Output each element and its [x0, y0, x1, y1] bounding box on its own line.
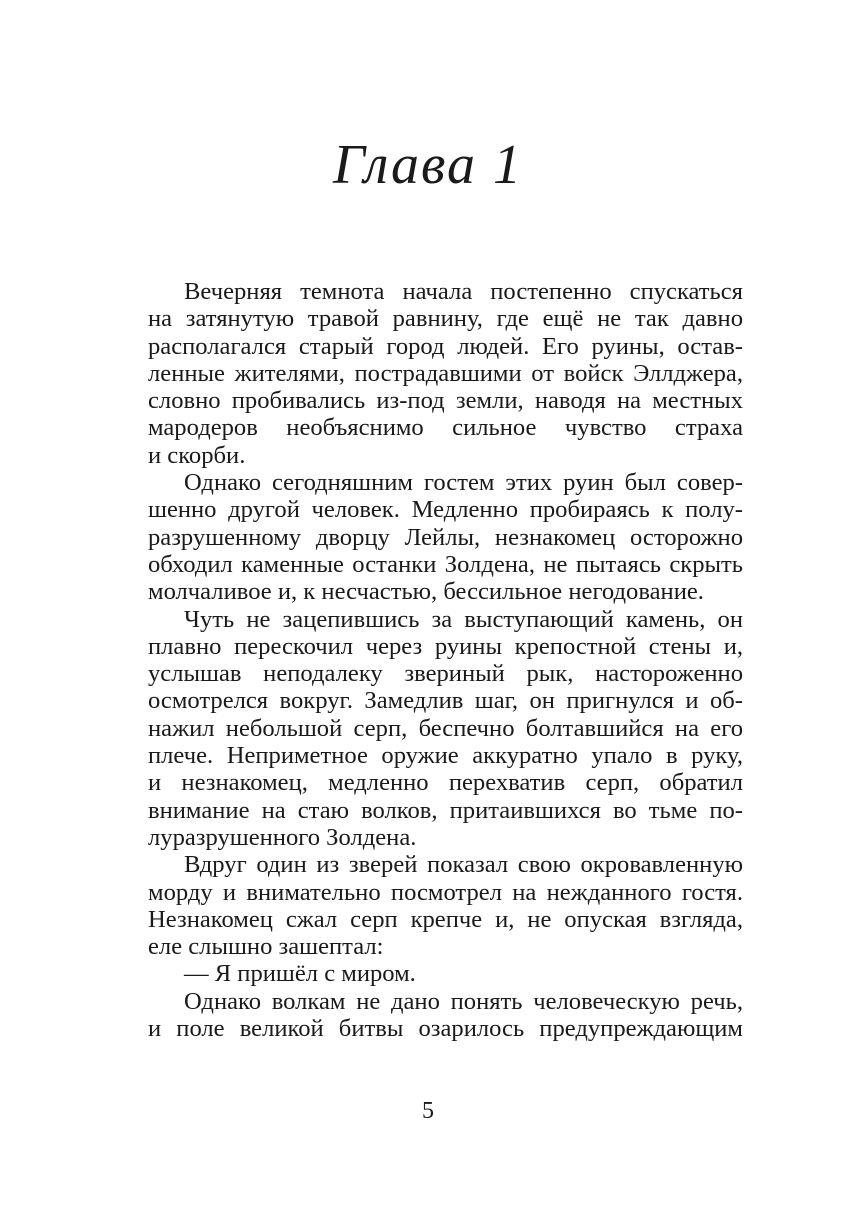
text-line: на затянутую травой равнину, где ещё не так давно: [148, 305, 743, 333]
text-line: молчаливое и, к несчастью, бессильное негодование.: [148, 578, 704, 606]
text-line: обходил каменные останки Золдена, не пытаясь скрыть: [148, 550, 743, 578]
text-line: внимание на стаю волков, притаившихся во тьме по-: [148, 796, 743, 824]
text-line: — Я пришёл с миром.: [184, 960, 416, 988]
body-text: [148, 278, 743, 1042]
text-line: Чуть не зацепившись за выступающий камень, он: [184, 605, 743, 633]
text-line: Однако сегодняшним гостем этих руин был совер-: [184, 469, 743, 497]
text-line: морду и внимательно посмотрел на нежданного гостя.: [148, 878, 743, 906]
text-line: плече. Неприметное оружие аккуратно упало в руку,: [148, 742, 743, 770]
page-number: 5: [422, 1098, 434, 1124]
text-line: и незнакомец, медленно перехватив серп, обратил: [148, 769, 743, 797]
text-line: Однако волкам не дано понять человеческую речь,: [184, 987, 743, 1015]
text-line: Вдруг один из зверей показал свою окровавленную: [184, 851, 743, 879]
text-line: осмотрелся вокруг. Замедлив шаг, он пригнулся и об-: [148, 687, 743, 715]
text-line: шенно другой человек. Медленно пробираясь к полу-: [148, 496, 743, 524]
text-line: луразрушенного Золдена.: [148, 823, 417, 851]
text-line: и поле великой битвы озарилось предупреждающим: [148, 1015, 743, 1043]
text-line: разрушенному дворцу Лейлы, незнакомец осторожно: [148, 523, 743, 551]
text-line: мародеров необъяснимо сильное чувство страха: [148, 414, 743, 442]
text-line: плавно перескочил через руины крепостной стены и,: [148, 632, 743, 660]
text-line: Незнакомец сжал серп крепче и, не опуская взгляда,: [148, 905, 743, 933]
text-line: Вечерняя темнота начала постепенно спускаться: [184, 278, 743, 305]
chapter-title: Глава 1: [333, 134, 523, 196]
text-line: еле слышно зашептал:: [148, 933, 384, 961]
text-line: располагался старый город людей. Его руины, остав-: [148, 332, 743, 360]
text-line: словно пробивались из-под земли, наводя на местных: [148, 387, 743, 415]
text-line: услышав неподалеку звериный рык, настороженно: [148, 660, 743, 688]
text-line: и скорби.: [148, 441, 246, 469]
text-line: ленные жителями, пострадавшими от войск Эллджера,: [148, 359, 743, 387]
text-line: нажил небольшой серп, беспечно болтавшийся на его: [148, 714, 743, 742]
